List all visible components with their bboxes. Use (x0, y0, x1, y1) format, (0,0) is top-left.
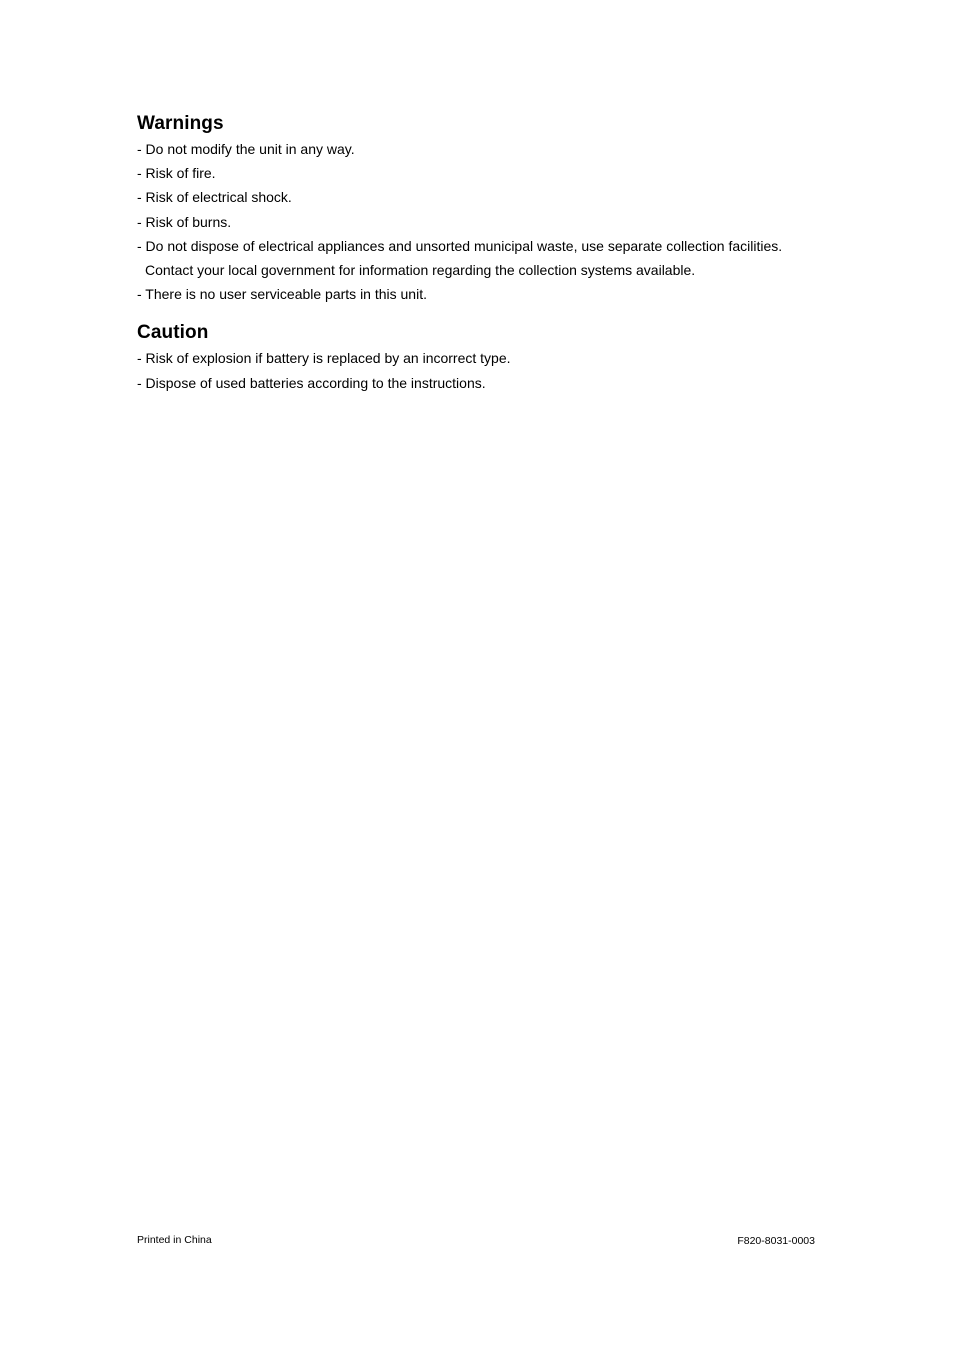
printed-in-label: Printed in China (137, 1234, 212, 1246)
document-code: F820-8031-0003 (737, 1235, 815, 1247)
warning-item: - Risk of electrical shock. (137, 189, 292, 206)
caution-item: - Risk of explosion if battery is replaced by an incorrect type. (137, 350, 511, 367)
warning-item: - Risk of burns. (137, 213, 232, 230)
document-body (137, 111, 797, 395)
warnings-heading: Warnings (137, 113, 224, 134)
warning-item: - Risk of fire. (137, 165, 216, 182)
warning-item: - Do not modify the unit in any way. (137, 141, 355, 157)
caution-heading: Caution (137, 322, 209, 344)
warnings-list (137, 137, 797, 306)
caution-item: - Dispose of used batteries according to the instructions. (137, 374, 486, 391)
caution-list (137, 346, 797, 394)
warning-item: - Do not dispose of electrical appliances and unsorted municipal waste, use separate collection facilities. Contact your local government for information regarding the collection systems available. (137, 237, 783, 279)
warning-item: - There is no user serviceable parts in this unit. (137, 286, 427, 303)
